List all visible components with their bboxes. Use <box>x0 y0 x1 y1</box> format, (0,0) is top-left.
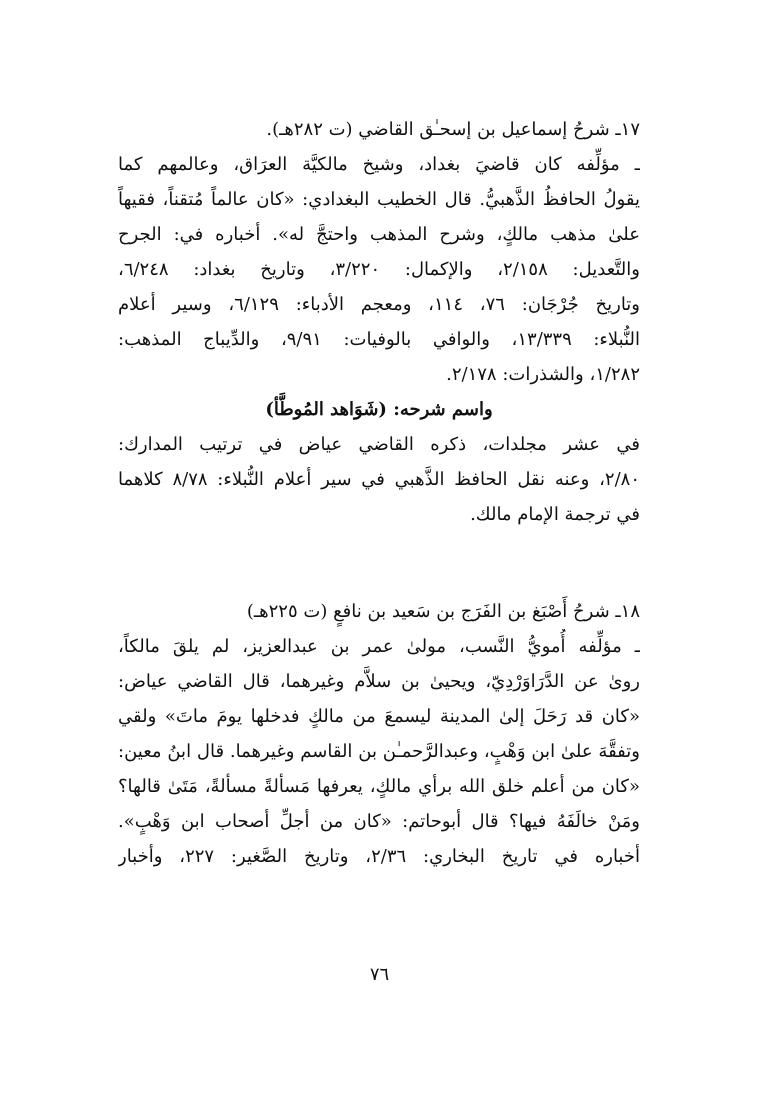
entry-18-line-4: وتفقَّهَ علىٰ ابن وَهْبٍ، وعبدالرَّحمـٰن بن القاسم وغيرهما. قال ابنُ معين: <box>118 741 640 762</box>
entry-17-line-3: علىٰ مذهب مالكٍ، وشرح المذهب واحتجَّ له». أخباره في: الجرح <box>118 224 640 245</box>
entry-18-line-1: ـ مؤلِّفه أُمويُّ النَّسب، مولىٰ عمر بن عبدالعزيز، لم يلقَ مالكاً، <box>118 636 640 657</box>
entry-17-after-line-3: في ترجمة الإمام مالك. <box>470 504 640 525</box>
entry-18-line-7: أخباره في تاريخ البخاري: ٢/٣٦، وتاريخ الصَّغير: ٢٢٧، وأخبار <box>118 846 640 867</box>
entry-18-heading: ١٨ـ شرحُ أَصْبَغ بن الفَرَج بن سَعيد بن نافعٍ (ت ٢٢٥هـ) <box>246 601 640 622</box>
entry-17-line-4: والتَّعديل: ٢/١٥٨، والإكمال: ٣/٢٢٠، وتاريخ بغداد: ٦/٢٤٨، <box>118 259 640 280</box>
entry-18-line-5: «كان من أعلم خلق الله برأي مالكٍ، يعرفها مَسألةً مسألةً، مَتَىٰ قالها؟ <box>118 776 640 797</box>
entry-18 <box>118 594 640 874</box>
entry-17-heading: ١٧ـ شرحُ إسماعيل بن إسحـٰق القاضي (ت ٢٨٢هـ). <box>266 119 640 140</box>
entry-17-line-7: ١/٢٨٢، والشذرات: ٢/١٧٨. <box>446 364 640 385</box>
entry-17-after-line-1: في عشر مجلدات، ذكره القاضي عياض في ترتيب المدارك: <box>118 434 640 455</box>
entry-17-line-1: ـ مؤلِّفه كان قاضيَ بغداد، وشيخ مالكيَّة العرَاق، وعالمهم كما <box>118 154 640 175</box>
entry-17 <box>118 112 640 532</box>
entry-17-line-6: النُّبلاء: ١٣/٣٣٩، والوافي بالوفيات: ٩/٩١، والدِّيباج المذهب: <box>118 329 640 350</box>
entry-17-after-line-2: ٢/٨٠، وعنه نقل الحافظ الذَّهبي في سير أعلام النُّبلاء: ٨/٧٨ كلاهما <box>118 469 640 490</box>
commentary-title: واسم شرحه: (شَوَاهد المُوطَّأ) <box>265 399 493 420</box>
page-number: ٧٦ <box>369 964 390 985</box>
entry-17-line-5: وتاريخ جُرْجَان: ٧٦، ١١٤، ومعجم الأدباء: ٦/١٢٩، وسير أعلام <box>118 294 640 315</box>
entry-17-line-2: يقولُ الحافظُ الذَّهبيُّ. قال الخطيب البغدادي: «كان عالماً مُتقناً، فقيهاً <box>118 189 640 210</box>
entry-18-line-6: ومَنْ خالَفَهُ فيها؟ قال أبوحاتم: «كان من أجلِّ أصحاب ابن وَهْبٍ». <box>118 811 640 832</box>
entry-18-line-3: «كان قد رَحَلَ إلىٰ المدينة ليسمعَ من مالكٍ فدخلها يومَ ماتَ» ولقي <box>118 706 640 727</box>
entry-18-line-2: روىٰ عن الدَّرَاوَرْدِيّ، ويحيىٰ بن سلاَّم وغيرهما، قال القاضي عياض: <box>118 671 640 692</box>
